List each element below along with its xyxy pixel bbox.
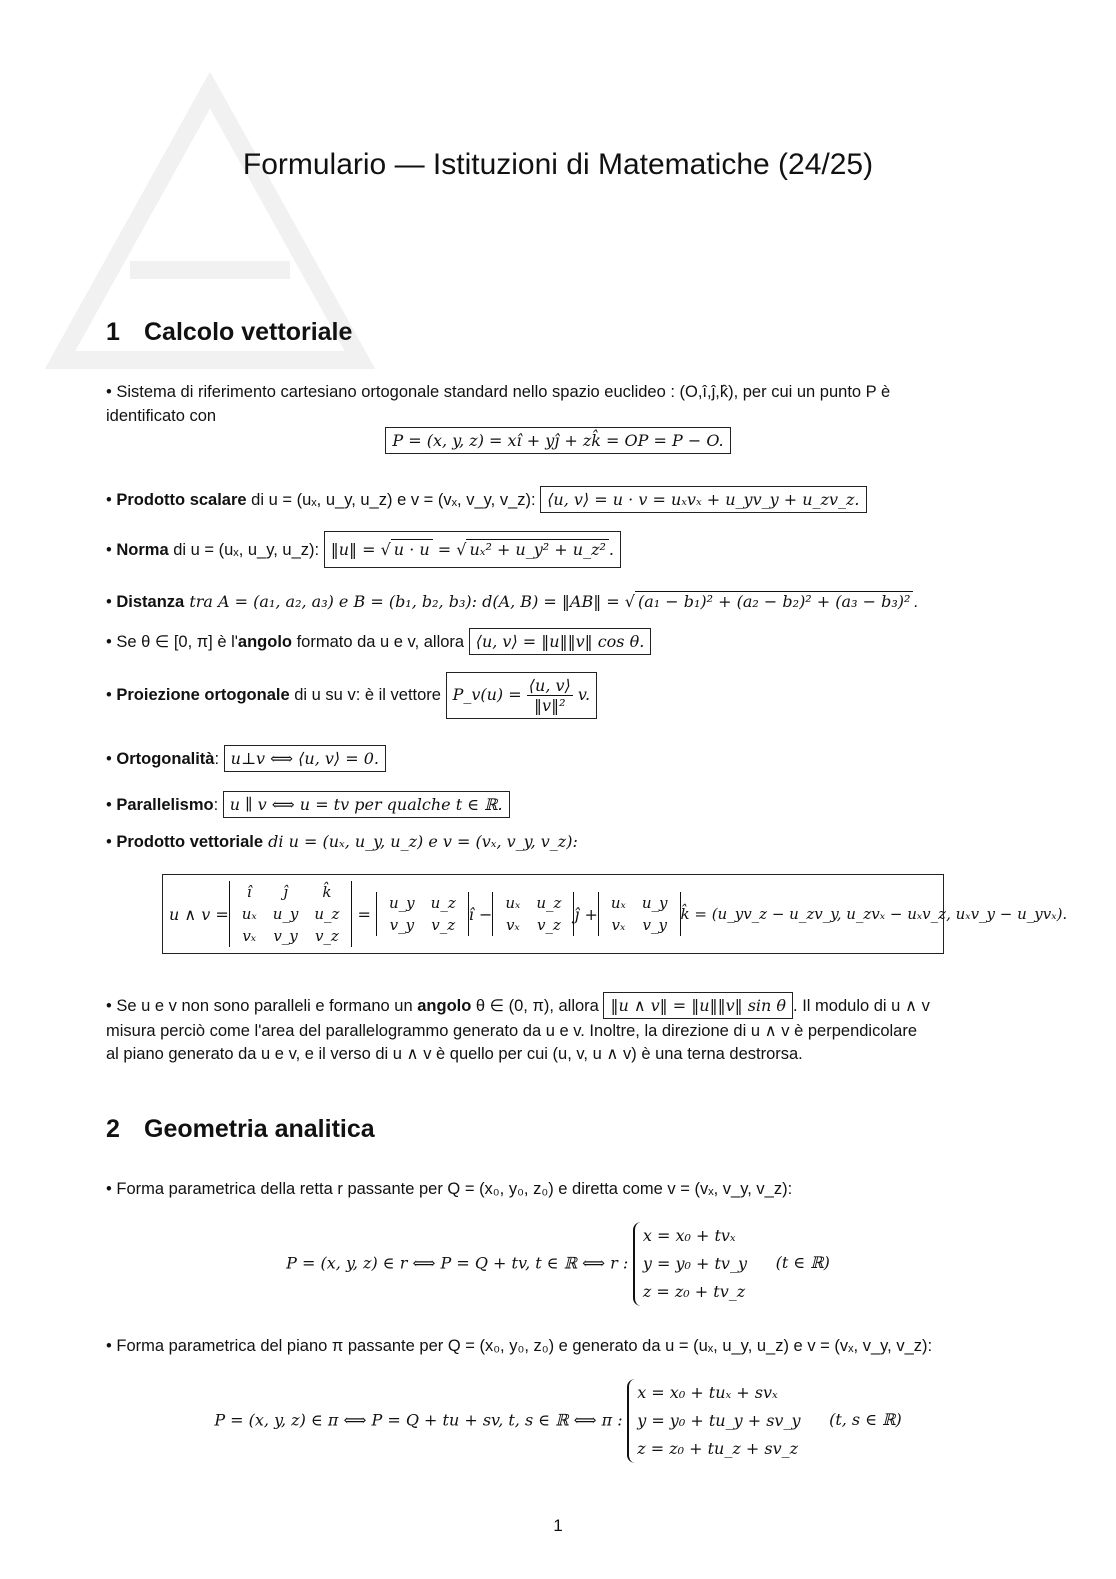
minor-cell: vₓ: [611, 916, 626, 934]
projection-text: di u su v: è il vettore: [289, 685, 441, 704]
system-equation: x = x₀ + tuₓ + svₓ: [637, 1383, 778, 1402]
line-param-lhs: P = (x, y, z) ∈ r ⟺ P = Q + tv, t ∈ ℝ ⟺ r :: [286, 1253, 629, 1273]
cross-lhs: u ∧ v =: [169, 904, 229, 924]
norm-formula: ‖u‖ = √ u · u = √ uₓ² + u_y² + u_z² .: [324, 531, 621, 568]
document-title: Formulario — Istituzioni di Matematiche (24/25): [242, 148, 874, 181]
cross-determinant: [229, 881, 353, 947]
plane-param-domain: (t, s ∈ ℝ): [829, 1410, 902, 1430]
minor-cell: u_z: [536, 894, 562, 912]
cross-minor-3: [598, 892, 681, 936]
orthogonality-label: Ortogonalità: [116, 750, 215, 768]
line-param-formula: [0, 1222, 1116, 1306]
cross-product-label: Prodotto vettoriale: [116, 833, 264, 851]
norm-formula-left: ‖u‖ = √: [330, 540, 391, 559]
det-cell: uₓ: [241, 905, 257, 923]
projection-rhs: v.: [577, 685, 591, 704]
distance-text: tra A = (a₁, a₂, a₃) e B = (b₁, b₂, b₃): d(A, B) = ‖AB‖ = √: [184, 592, 635, 611]
scalar-product-formula: ⟨u, v⟩ = u · v = uₓvₓ + u_yv_y + u_zv_z.: [540, 486, 866, 513]
cross-minor-2: [492, 892, 574, 936]
sin-formula: ‖u ∧ v‖ = ‖u‖‖v‖ sin θ: [603, 992, 793, 1019]
parallelism-label: Parallelismo: [116, 796, 214, 814]
norm-formula-mid: = √: [432, 540, 467, 559]
plane-param-lhs: P = (x, y, z) ∈ π ⟺ P = Q + tu + sv, t, s ∈ ℝ ⟺ π :: [214, 1410, 623, 1430]
det-cell: vₓ: [242, 927, 257, 945]
projection-numerator: ⟨u, v⟩: [528, 676, 571, 695]
scalar-product-label: Prodotto scalare: [116, 491, 247, 509]
intro-line-2: identificato con: [106, 407, 217, 425]
parallelism-formula: u ∥ v ⟺ u = tv per qualche t ∈ ℝ.: [223, 791, 510, 818]
angle-post: formato da u e v, allora: [291, 633, 465, 651]
system-equation: z = z₀ + tu_z + sv_z: [637, 1439, 799, 1458]
section-2-heading: [106, 1115, 375, 1144]
minor-cell: v_y: [389, 916, 415, 934]
minor-cell: uₓ: [610, 894, 626, 912]
sin-line-3: al piano generato da u e v, e il verso di u ∧ v è quello per cui (u, v, u ∧ v) è una terna destrorsa.: [106, 1045, 803, 1063]
cross-product-row: • Prodotto vettoriale di u = (uₓ, u_y, u_z) e v = (vₓ, v_y, v_z):: [106, 832, 578, 851]
sin-post: . Il modulo di u ∧ v: [793, 997, 930, 1015]
line-param-text: • Forma parametrica della retta r passante per Q = (x₀, y₀, z₀) e diretta come v = (vₓ, v_y, v_z):: [106, 1180, 793, 1198]
cross-minor-1: [376, 892, 469, 936]
distance-sqrt: (a₁ − b₁)² + (a₂ − b₂)² + (a₃ − b₃)²: [635, 591, 913, 611]
norm-text: di u = (uₓ, u_y, u_z):: [168, 541, 320, 559]
section-1-heading: [106, 318, 352, 347]
intro-formula-row: [0, 427, 1116, 454]
line-param-domain: (t ∈ ℝ): [775, 1253, 830, 1273]
cross-product-formula: u ∧ v = î ĵ k̂ uₓ u_y u_z vₓ v_y v_z = u_y u_z v_y v_z î − uₓ u_z vₓ v_z ĵ + uₓ u_y vₓ v_y k̂ = (u_yv_z − u_zv_y, u_zvₓ − uₓv_z, uₓv_y − u_yvₓ).: [162, 874, 944, 954]
section-1-title: Calcolo vettoriale: [144, 318, 353, 346]
minor-cell: uₓ: [505, 894, 521, 912]
intro-formula: P = (x, y, z) = xî + yĵ + zk̂ = OP = P − O.: [385, 427, 730, 454]
distance-label: Distanza: [116, 593, 185, 611]
projection-formula: [446, 672, 598, 719]
minor-cell: vₓ: [505, 916, 520, 934]
projection-label: Proiezione ortogonale: [116, 685, 290, 704]
intro-line-1: • Sistema di riferimento cartesiano ortogonale standard nello spazio euclideo : (O,î,ĵ,k̂), per cui un punto P è: [106, 383, 891, 401]
projection-denominator: ‖v‖²: [534, 696, 566, 715]
det-cell: u_y: [272, 905, 299, 923]
plane-param-system: [627, 1379, 800, 1463]
section-2-number: 2: [106, 1115, 120, 1143]
minor-cell: u_z: [430, 894, 456, 912]
projection-row: • Proiezione ortogonale di u su v: è il vettore P_v(u) = $\frac{⟨u, v⟩}{\text{‖v‖²}}$ v.: [106, 672, 597, 719]
det-cell: ĵ: [283, 883, 288, 901]
minor-cell: v_y: [642, 916, 667, 934]
plane-param-formula: [0, 1379, 1116, 1463]
orthogonality-row: • Ortogonalità: u⊥v ⟺ ⟨u, v⟩ = 0.: [106, 745, 386, 772]
minor-cell: u_y: [389, 894, 415, 912]
parallelism-row: • Parallelismo: u ∥ v ⟺ u = tv per qualche t ∈ ℝ.: [106, 791, 510, 818]
system-equation: z = z₀ + tv_z: [642, 1282, 746, 1301]
page-number: 1: [553, 1516, 563, 1535]
det-cell: v_z: [314, 927, 339, 945]
minor-cell: u_y: [641, 894, 668, 912]
det-cell: î: [246, 883, 252, 901]
sin-mid: θ ∈ (0, π), allora: [471, 997, 599, 1015]
section-2-title: Geometria analitica: [144, 1115, 375, 1143]
norm-sqrt-1: u · u: [391, 539, 433, 559]
projection-fraction: [527, 676, 573, 715]
cross-op-2: ĵ +: [574, 904, 598, 924]
angle-label: angolo: [237, 633, 292, 651]
system-equation: y = y₀ + tv_y: [642, 1254, 747, 1273]
sin-label: angolo: [417, 997, 472, 1015]
angle-pre: • Se θ ∈ [0, π] è l': [106, 633, 238, 651]
norm-row: • Norma di u = (uₓ, u_y, u_z): ‖u‖ = √ u · u = √ uₓ² + u_y² + u_z² .: [106, 531, 621, 568]
minor-cell: v_z: [431, 916, 456, 934]
angle-formula: ⟨u, v⟩ = ‖u‖‖v‖ cos θ.: [469, 628, 652, 655]
line-param-system: [633, 1222, 747, 1306]
plane-param-text: • Forma parametrica del piano π passante per Q = (x₀, y₀, z₀) e generato da u = (uₓ, u_y, u_z) e v = (vₓ, v_y, v_z):: [106, 1337, 933, 1355]
scalar-product-text: di u = (uₓ, u_y, u_z) e v = (vₓ, v_y, v_z):: [246, 491, 536, 509]
sin-row: [106, 992, 930, 1019]
sin-pre: • Se u e v non sono paralleli e formano un: [106, 997, 418, 1015]
scalar-product-row: • Prodotto scalare di u = (uₓ, u_y, u_z) e v = (vₓ, v_y, v_z): ⟨u, v⟩ = u · v = uₓvₓ + u_yv_y + u_zv_z.: [106, 486, 867, 513]
angle-row: [106, 628, 651, 655]
norm-label: Norma: [116, 541, 169, 559]
det-cell: k̂: [322, 883, 332, 901]
projection-lhs: P_v(u) =: [452, 685, 522, 704]
det-cell: v_y: [273, 927, 298, 945]
cross-product-text: di u = (uₓ, u_y, u_z) e v = (vₓ, v_y, v_z):: [263, 832, 578, 851]
section-1-number: 1: [106, 318, 120, 346]
det-cell: u_z: [314, 905, 340, 923]
sin-line-2: misura perciò come l'area del parallelogrammo generato da u e v. Inoltre, la direzione di u ∧ v è perpendicolare: [106, 1022, 918, 1040]
distance-row: • Distanza tra A = (a₁, a₂, a₃) e B = (b₁, b₂, b₃): d(A, B) = ‖AB‖ = √ (a₁ − b₁)² + (a₂ − b₂)² + (a₃ − b₃)² .: [106, 592, 918, 611]
cross-result: k̂ = (u_yv_z − u_zv_y, u_zvₓ − uₓv_z, uₓv_y − u_yvₓ).: [680, 905, 1068, 923]
cross-op-1: î −: [468, 904, 493, 924]
system-equation: y = y₀ + tu_y + sv_y: [637, 1411, 801, 1430]
system-equation: x = x₀ + tvₓ: [642, 1226, 736, 1245]
norm-sqrt-2: uₓ² + u_y² + u_z²: [466, 539, 608, 559]
minor-cell: v_z: [536, 916, 561, 934]
orthogonality-formula: u⊥v ⟺ ⟨u, v⟩ = 0.: [224, 745, 386, 772]
